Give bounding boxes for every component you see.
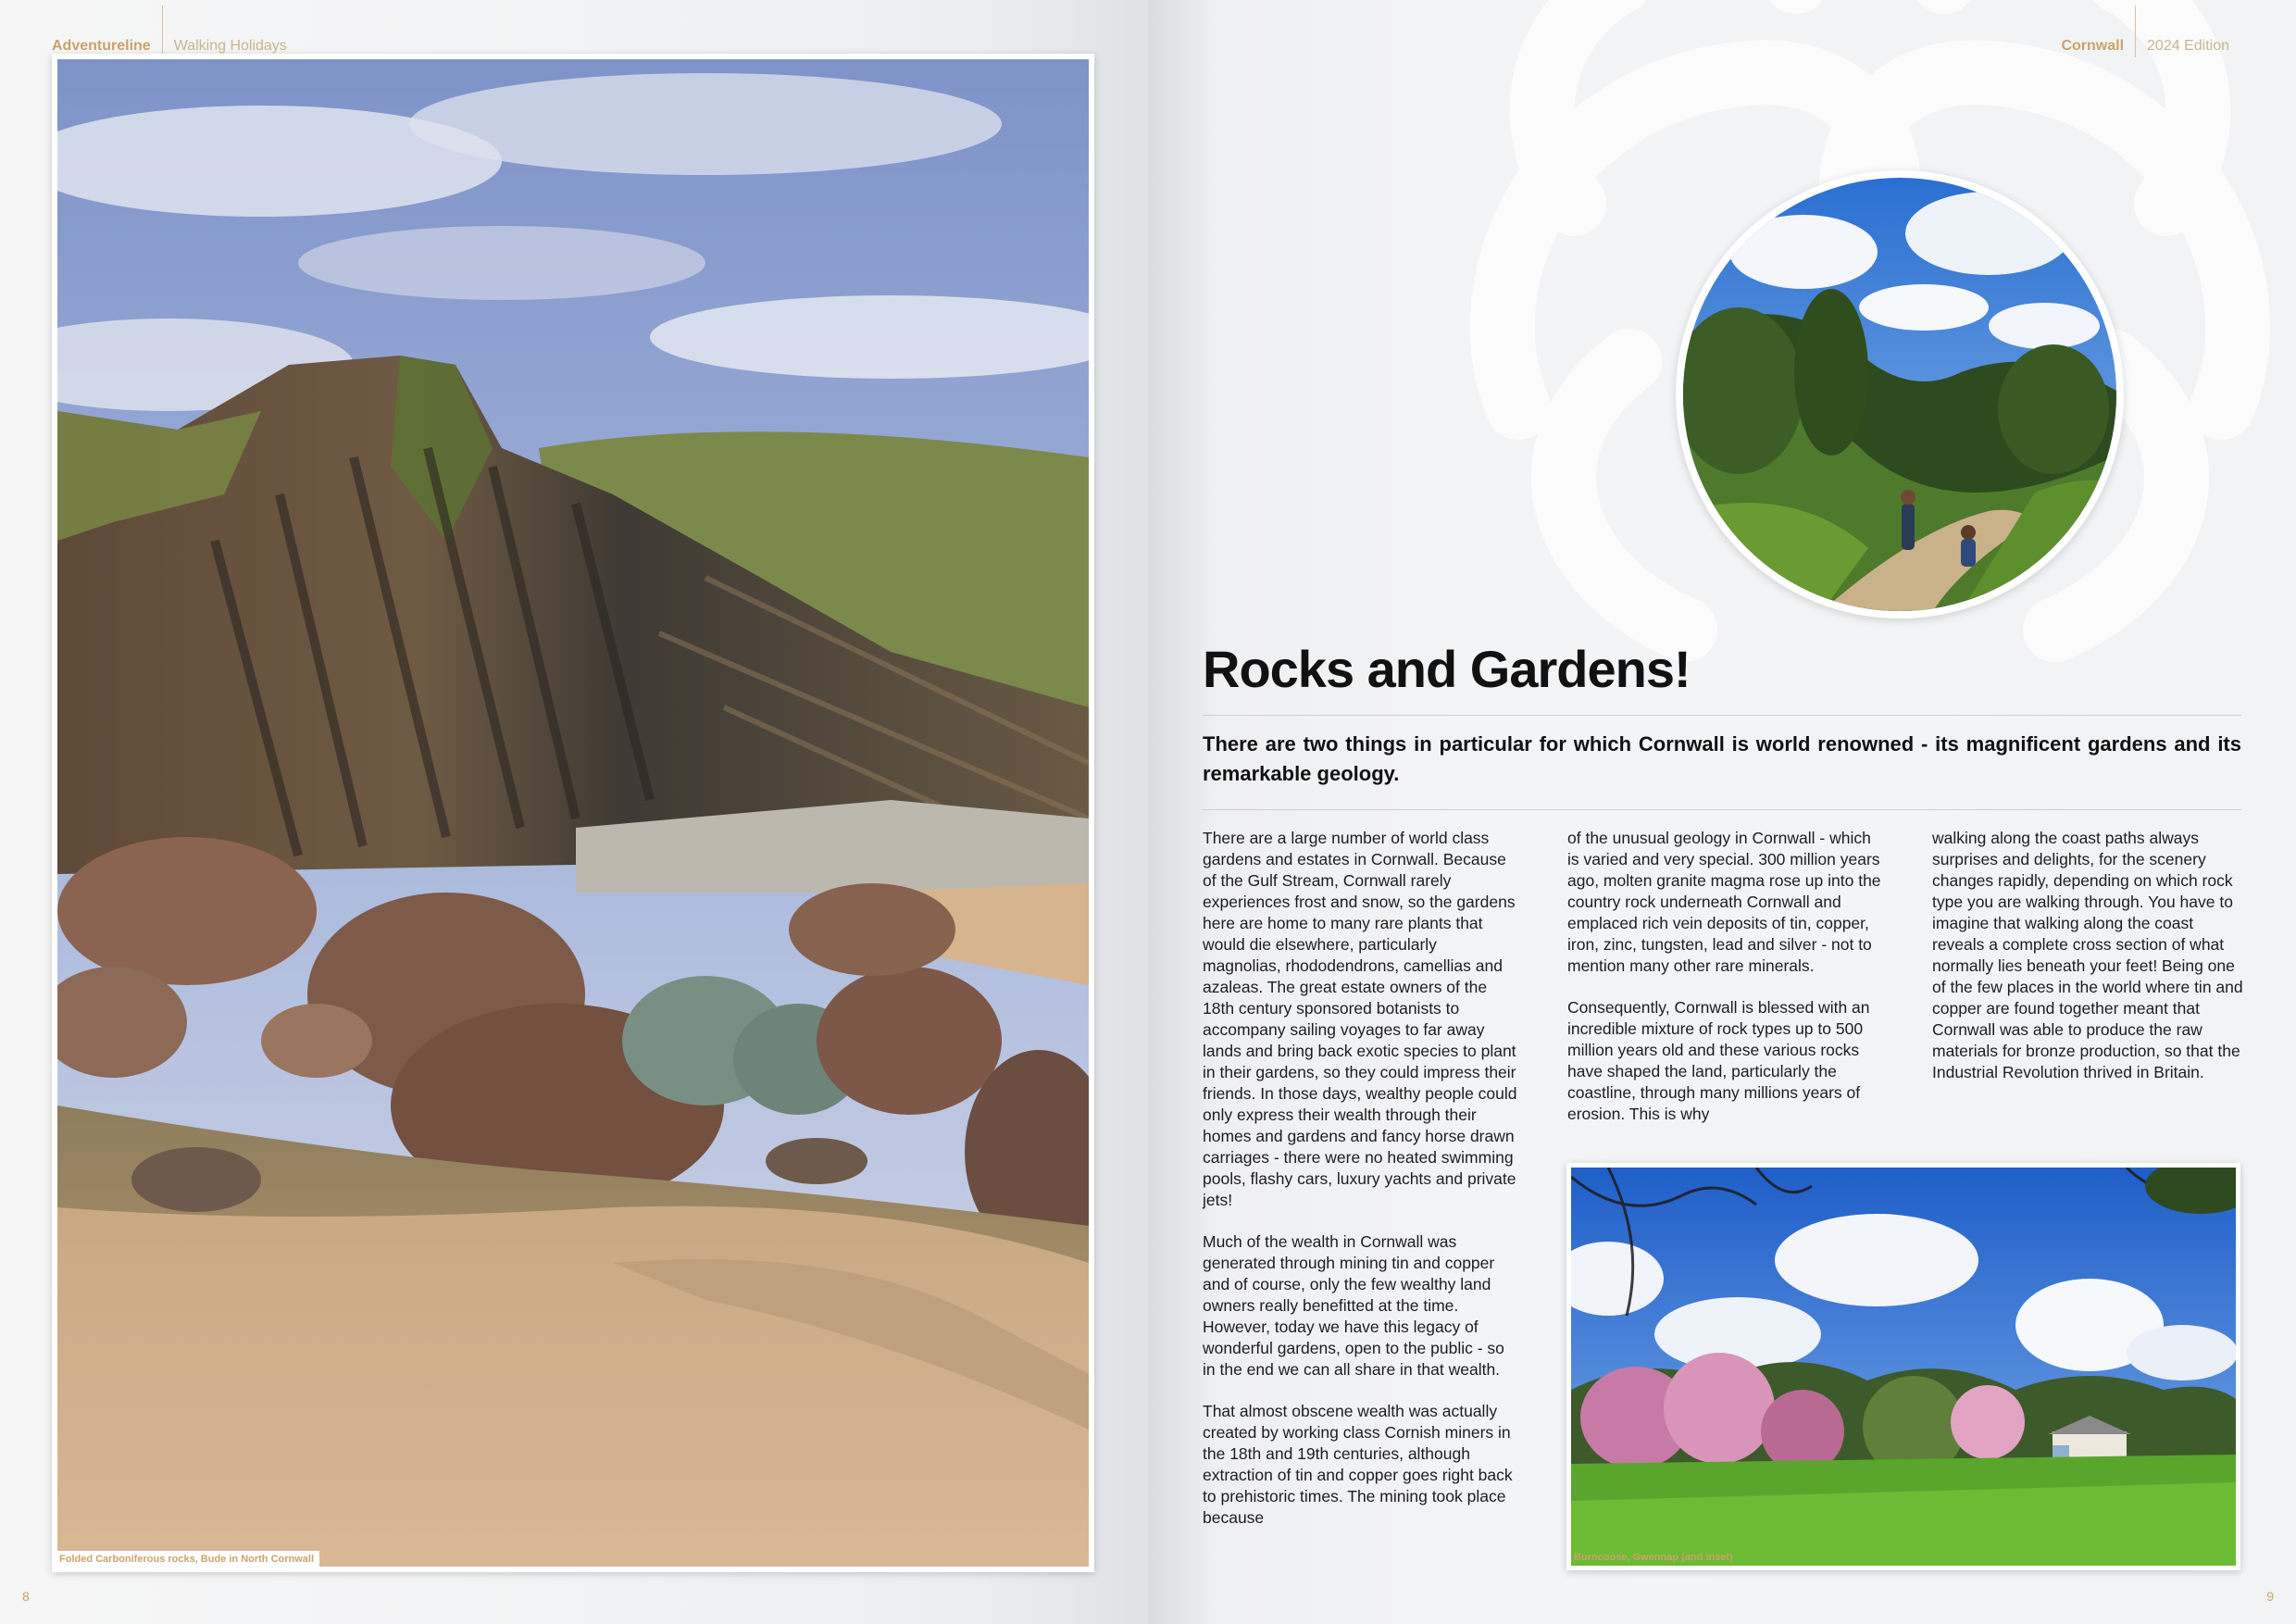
magnolia-garden-image	[1571, 1168, 2236, 1566]
header-divider	[2135, 6, 2136, 57]
body-paragraph: There are a large number of world class gardens and estates in Cornwall. Because of the Gulf Stream, Cornwall rarely experiences frost and snow, so the gardens here are home to many rare plants that would die elsewhere, particularly magnolias, rhododendrons, camellias and azaleas. The great estate owners of the 18th century sponsored botanists to accompany sailing voyages to far away lands and bring back exotic species to plant in their gardens, so they could impress their friends. In those days, wealthy people could only express their wealth through their homes and gardens and fancy horse drawn carriages - there were no heated swimming pools, flashy cars, luxury yachts and private jets!	[1203, 829, 1517, 1209]
garden-path-image	[1683, 178, 2116, 611]
page-number-left: 8	[22, 1589, 30, 1604]
body-paragraph: That almost obscene wealth was actually created by working class Cornish miners in the 18th and 19th centuries, although extraction of tin and copper goes right back to prehistoric times. The mining took place because	[1203, 1402, 1513, 1527]
coastal-rocks-photo	[52, 54, 1094, 1572]
body-paragraph: walking along the coast paths always surprises and delights, for the scenery changes rapidly, depending on which rock type you are walking through. You have to imagine that walking along the coast reveals a complete cross section of what normally lies beneath your feet! Being one of the few places in the world where tin and copper are found together meant that Cornwall was able to produce the raw materials for bronze production, so that the Industrial Revolution thrived in Britain.	[1932, 829, 2243, 1081]
right-running-header	[2061, 20, 2229, 72]
body-paragraph: of the unusual geology in Cornwall - which is varied and very special. 300 million years ago, molten granite magma rose up into the country rock underneath Cornwall and emplaced rich vein deposits of tin, copper, iron, zinc, tungsten, lead and silver - not to mention many other rare minerals.	[1567, 829, 1881, 975]
edition-label: 2024 Edition	[2147, 38, 2229, 54]
body-paragraph: Much of the wealth in Cornwall was generated through mining tin and copper and of course, only the few wealthy land owners really benefitted at the time. However, today we have this legacy of wonderful gardens, open to the public - so in the end we can all share in that wealth.	[1203, 1232, 1504, 1379]
title-divider	[1203, 715, 2241, 716]
region-name: Cornwall	[2061, 38, 2125, 54]
folded-rocks-image	[57, 59, 1089, 1567]
text-column-2	[1567, 828, 1882, 1145]
intro-paragraph: There are two things in particular for which Cornwall is world renowned - its magnificent gardens and its remarkable geology.	[1203, 732, 2241, 785]
body-paragraph: Consequently, Cornwall is blessed with an incredible mixture of rock types up to 500 million years old and these various rocks have shaped the land, particularly the coastline, through many millions years of erosion. This is why	[1567, 998, 1870, 1123]
intro-divider	[1203, 809, 2241, 810]
burncoose-garden-photo	[1566, 1163, 2240, 1570]
section-name: Walking Holidays	[173, 38, 287, 54]
header-divider	[162, 6, 163, 57]
text-column-1	[1203, 828, 1517, 1549]
brand-name: Adventureline	[52, 38, 151, 54]
right-page	[1148, 0, 2296, 1624]
photo-caption: Folded Carboniferous rocks, Bude in North Cornwall	[57, 1551, 319, 1567]
garden-photo-caption: Burncoose, Gwennap (and inset)	[1574, 1552, 1733, 1563]
text-column-3	[1932, 828, 2247, 1104]
garden-path-circle-photo	[1676, 170, 2124, 618]
page-title: Rocks and Gardens!	[1203, 640, 1691, 698]
page-number-right: 9	[2266, 1589, 2274, 1604]
